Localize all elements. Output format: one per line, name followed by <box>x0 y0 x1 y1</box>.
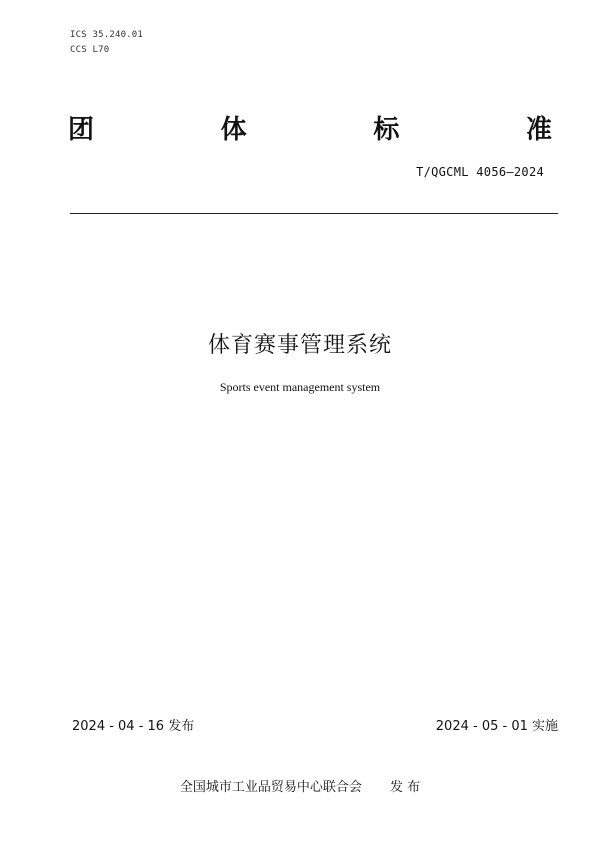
issue-date: 2024 - 04 - 16 发布 <box>72 719 195 734</box>
doc-type-char: 标 <box>373 115 400 145</box>
document-type-heading <box>68 114 552 146</box>
ics-code: ICS 35.240.01 <box>70 30 144 40</box>
header-divider <box>70 213 558 214</box>
doc-type-char: 准 <box>525 115 552 145</box>
title-chinese: 体育赛事管理系统 <box>207 333 392 358</box>
publisher-name: 全国城市工业品贸易中心联合会 <box>179 780 362 795</box>
publisher-line <box>0 776 600 795</box>
publish-action: 发 布 <box>389 780 421 795</box>
title-english: Sports event management system <box>219 380 381 394</box>
ccs-code: CCS L70 <box>70 45 110 55</box>
doc-type-char: 体 <box>220 115 247 145</box>
doc-type-char: 团 <box>68 115 95 145</box>
implementation-date: 2024 - 05 - 01 实施 <box>435 719 558 734</box>
standard-number: T/QGCML 4056—2024 <box>416 165 544 179</box>
